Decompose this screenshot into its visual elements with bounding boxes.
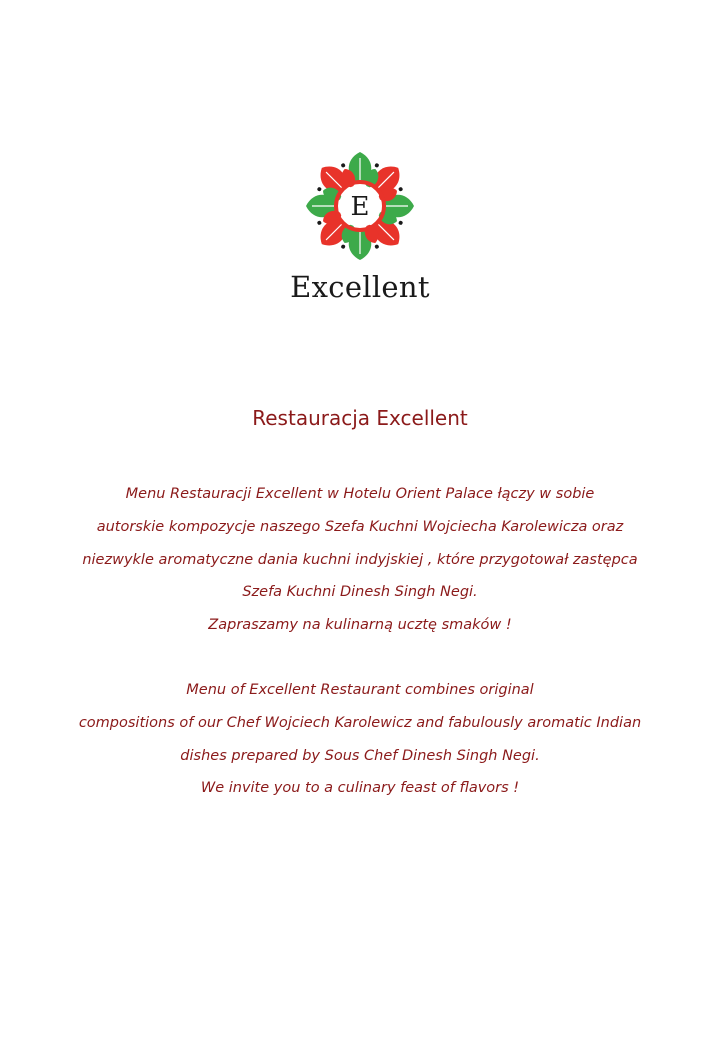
english-description: [40, 674, 680, 805]
logo-letter: E: [350, 192, 370, 222]
english-line: dishes prepared by Sous Chef Dinesh Singh Negi.: [180, 747, 540, 764]
polish-line: Zapraszamy na kulinarną ucztę smaków !: [208, 617, 512, 634]
english-line: We invite you to a culinary feast of flavors !: [200, 780, 520, 797]
english-line: compositions of our Chef Wojciech Karolewicz and fabulously aromatic Indian: [78, 714, 642, 731]
logo: [0, 150, 720, 304]
polish-line: autorskie kompozycje naszego Szefa Kuchni Wojciecha Karolewicza oraz: [96, 518, 624, 535]
floral-emblem-icon: [304, 150, 416, 262]
page-title: Restauracja Excellent: [252, 406, 468, 430]
brand-name: Excellent: [290, 270, 430, 304]
polish-line: Menu Restauracji Excellent w Hotelu Orient Palace łączy w sobie: [125, 486, 595, 502]
english-line: Menu of Excellent Restaurant combines original: [186, 682, 534, 698]
polish-line: niezwykle aromatyczne dania kuchni indyjskiej , które przygotował zastępca: [82, 551, 638, 568]
polish-line: Szefa Kuchni Dinesh Singh Negi.: [242, 584, 478, 601]
polish-description: [40, 478, 680, 642]
